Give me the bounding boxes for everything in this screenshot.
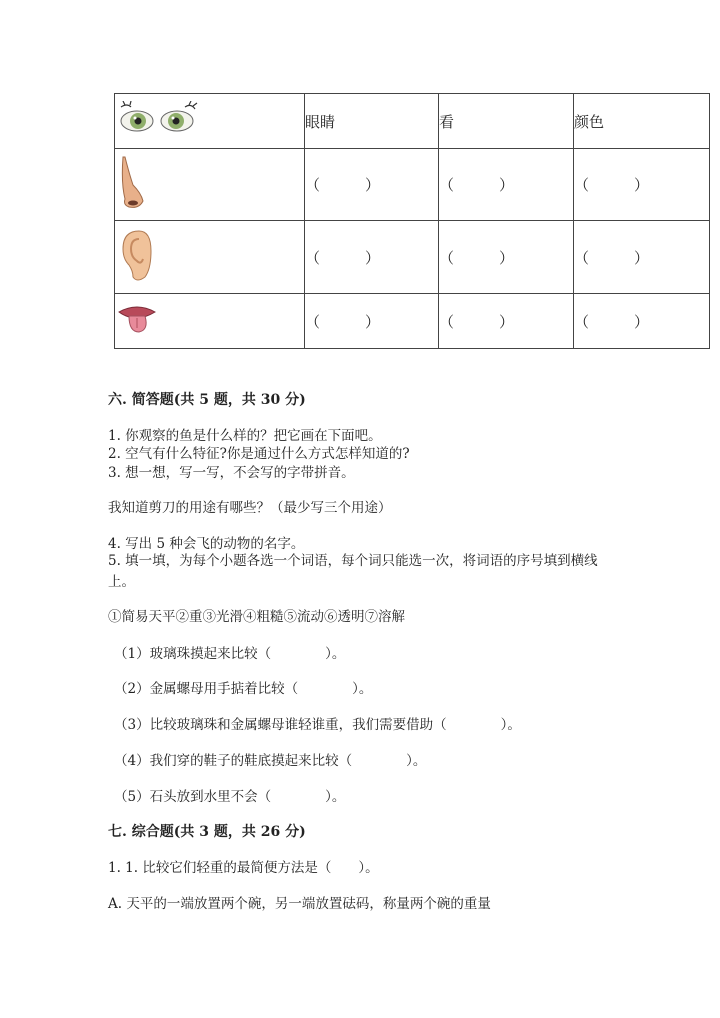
table-header-row xyxy=(115,94,710,149)
blank-ear-color[interactable]: （ ） xyxy=(574,221,710,294)
blank-ear-see[interactable]: （ ） xyxy=(439,221,574,294)
fill-item-4: （4）我们穿的鞋子的鞋底摸起来比较（ ）。 xyxy=(114,753,427,769)
section-7-title: 七. 综合题(共 3 题，共 26 分) xyxy=(108,824,306,840)
blank-ear-eyes[interactable]: （ ） xyxy=(305,221,439,294)
blank-nose-see[interactable]: （ ） xyxy=(439,149,574,221)
question-6-3: 3. 想一想，写一写，不会写的字带拼音。 xyxy=(108,465,355,481)
question-6-5: 5. 填一填，为每个小题各选一个词语，每个词只能选一次，将词语的序号填到横线上。 xyxy=(108,553,598,590)
table-row-nose xyxy=(115,149,710,221)
blank-tongue-see[interactable]: （ ） xyxy=(439,294,574,349)
blank-tongue-color[interactable]: （ ） xyxy=(574,294,710,349)
question-6-2: 2. 空气有什么特征?你是通过什么方式怎样知道的? xyxy=(108,446,410,462)
table-row-ear xyxy=(115,221,710,294)
blank-tongue-eyes[interactable]: （ ） xyxy=(305,294,439,349)
header-see: 看 xyxy=(439,94,574,149)
fill-item-2: （2）金属螺母用手掂着比较（ ）。 xyxy=(114,681,373,697)
question-6-3-sub: 我知道剪刀的用途有哪些？（最少写三个用途） xyxy=(108,500,392,516)
ear-icon xyxy=(115,225,155,285)
blank-nose-color[interactable]: （ ） xyxy=(574,149,710,221)
fill-item-3: （3）比较玻璃珠和金属螺母谁轻谁重，我们需要借助（ ）。 xyxy=(114,717,521,733)
word-options: ①简易天平②重③光滑④粗糙⑤流动⑥透明⑦溶解 xyxy=(108,609,405,625)
fill-item-1: （1）玻璃珠摸起来比较（ ）。 xyxy=(114,646,346,662)
eyes-icon xyxy=(115,101,199,137)
nose-icon xyxy=(115,153,155,213)
question-6-1: 1. 你观察的鱼是什么样的？把它画在下面吧。 xyxy=(108,428,382,444)
eyes-cell xyxy=(115,94,305,149)
blank-nose-eyes[interactable]: （ ） xyxy=(305,149,439,221)
nose-cell xyxy=(115,149,305,221)
table-row-tongue xyxy=(115,294,710,349)
question-7-1: 1. 1. 比较它们轻重的最简便方法是（ ）。 xyxy=(108,860,379,876)
ear-cell xyxy=(115,221,305,294)
header-eyes: 眼睛 xyxy=(305,94,439,149)
tongue-cell xyxy=(115,294,305,349)
question-6-4: 4. 写出 5 种会飞的动物的名字。 xyxy=(108,536,305,552)
section-6-title: 六. 简答题(共 5 题，共 30 分) xyxy=(108,392,306,408)
header-color: 颜色 xyxy=(574,94,710,149)
option-a: A. 天平的一端放置两个碗，另一端放置砝码，称量两个碗的重量 xyxy=(108,896,491,912)
fill-item-5: （5）石头放到水里不会（ ）。 xyxy=(114,789,346,805)
senses-table xyxy=(114,93,710,349)
tongue-icon xyxy=(115,302,159,336)
